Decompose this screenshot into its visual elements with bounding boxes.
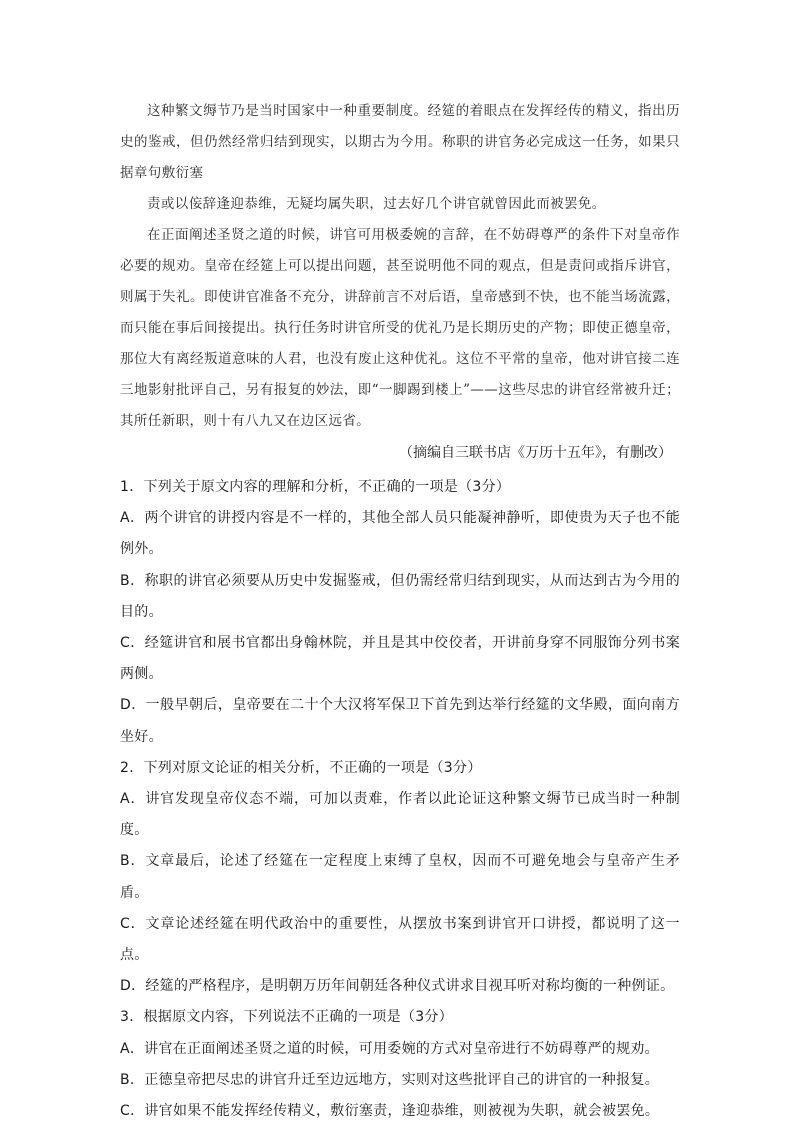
question-list [120, 472, 680, 1127]
passage-paragraph-3: 在正面阐述圣贤之道的时候，讲官可用极委婉的言辞，在不妨碍尊严的条件下对皇帝作必要的规劝。皇帝在经筵上可以提出问题，甚至说明他不同的观点，但是责问或指斥讲官，则属于失礼。即使讲官准备不充分，讲辞前言不对后语，皇帝感到不快，也不能当场流露，而只能在事后间接提出。执行任务时讲官所受的优礼乃是长期历史的产物；即使正德皇帝，那位大有离经叛道意味的人君，也没有废止这种优礼。这位不平常的皇帝，他对讲官接二连三地影射批评自己，另有报复的妙法，即“一脚踢到楼上”——这些尽忠的讲官经常被升迁；其所任新职，则十有八九又在边区远省。 [120, 227, 680, 429]
source-citation: （摘编自三联书店《万历十五年》，有删改） [399, 445, 672, 461]
question-1-option-a: A．两个讲官的讲授内容是不一样的，其他全部人员只能凝神静听，即使贵为天子也不能例外。 [120, 510, 680, 558]
question-3-option-c: C．讲官如果不能发挥经传精义，敷衍塞责，逢迎恭维，则被视为失职，就会被罢免。 [120, 1103, 660, 1120]
question-2-option-a: A．讲官发现皇帝仪态不端，可加以责难，作者以此论证这种繁文缛节已成当时一种制度。 [120, 791, 680, 839]
question-2-option-b: B．文章最后，论述了经筵在一定程度上束缚了皇权，因而不可避免地会与皇帝产生矛盾。 [120, 853, 680, 901]
question-3-option-b: B．正德皇帝把尽忠的讲官升迁至边远地方，实则对这些批评自己的讲官的一种报复。 [120, 1071, 660, 1088]
question-1-option-c: C．经筵讲官和展书官都出身翰林院，并且是其中佼佼者，开讲前身穿不同服饰分列书案两侧。 [120, 635, 680, 683]
question-2-option-d: D．经筵的严格程序，是明朝万历年间朝廷各种仪式讲求目视耳听对称均衡的一种例证。 [120, 978, 675, 995]
reading-passage [120, 96, 680, 437]
question-3-option-a: A．讲官在正面阐述圣贤之道的时候，可用委婉的方式对皇帝进行不妨碍尊严的规劝。 [120, 1040, 659, 1057]
question-2-stem: 2．下列对原文论证的相关分析，不正确的一项是（3分） [120, 759, 482, 776]
question-1-stem: 1．下列关于原文内容的理解和分析，不正确的一项是（3分） [120, 479, 511, 495]
question-1-option-d: D．一般早朝后，皇帝要在二十个大汉将军保卫下首先到达举行经筵的文华殿，面向南方坐好。 [120, 697, 680, 745]
passage-paragraph-2: 责或以侫辞逢迎恭维，无疑均属失职，过去好几个讲官就曾因此而被罢免。 [147, 196, 606, 212]
passage-paragraph-1: 这种繁文缛节乃是当时国家中一种重要制度。经筵的着眼点在发挥经传的精义，指出历史的鉴戒，但仍然经常归结到现实，以期古为今用。称职的讲官务必完成这一任务，如果只据章句敷衍塞 [120, 103, 680, 181]
question-3-stem: 3．根据原文内容，下列说法不正确的一项是（3分） [120, 1009, 454, 1026]
question-1-option-b: B．称职的讲官必须要从历史中发掘鉴戒，但仍需经常归结到现实，从而达到古为今用的目的。 [120, 572, 680, 620]
question-2-option-c: C．文章论述经筵在明代政治中的重要性，从摆放书案到讲官开口讲授，都说明了这一点。 [120, 915, 680, 964]
